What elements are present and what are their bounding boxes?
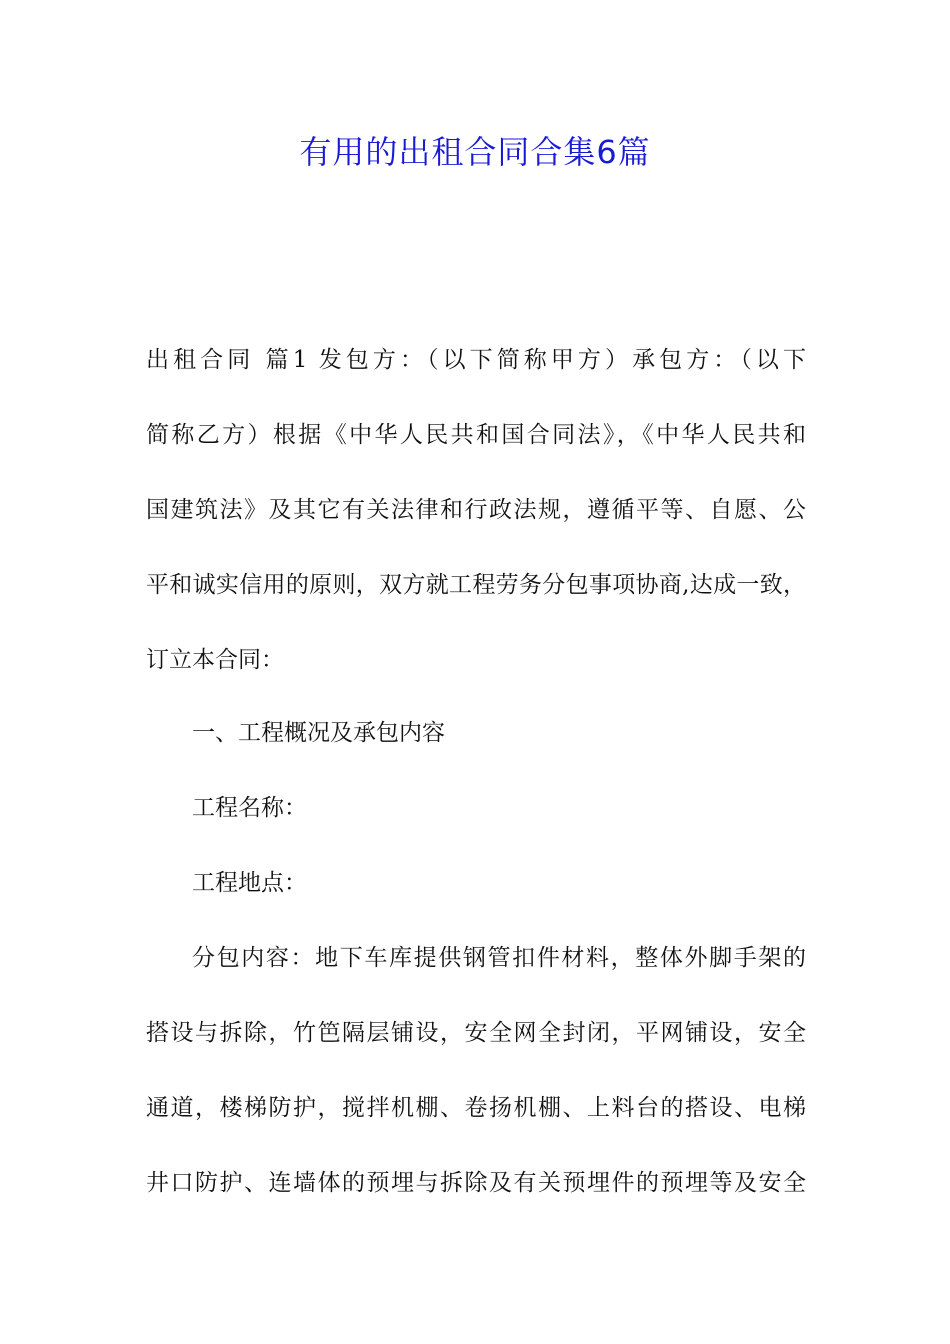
section-heading: 一、工程概况及承包内容 [192, 720, 445, 746]
project-name-line: 工程名称： [192, 795, 307, 821]
document-title: 有用的出租合同合集6篇 [299, 133, 651, 171]
body-line-10: 搭设与拆除，竹笆隔层铺设，安全网全封闭，平网铺设，安全 [146, 1020, 806, 1046]
body-line-5: 订立本合同： [146, 647, 284, 673]
body-line-3: 国建筑法》及其它有关法律和行政法规，遵循平等、自愿、公 [146, 497, 806, 523]
body-line-1: 出租合同 篇1 发包方：（以下简称甲方）承包方：（以下 [146, 347, 806, 373]
body-line-9: 分包内容：地下车库提供钢管扣件材料，整体外脚手架的 [192, 945, 806, 971]
body-line-12: 井口防护、连墙体的预埋与拆除及有关预埋件的预埋等及安全 [146, 1170, 806, 1196]
body-line-4: 平和诚实信用的原则，双方就工程劳务分包事项协商,达成一致， [146, 572, 806, 598]
body-line-11: 通道，楼梯防护，搅拌机棚、卷扬机棚、上料台的搭设、电梯 [146, 1095, 806, 1121]
body-line-2: 简称乙方）根据《中华人民共和国合同法》，《中华人民共和 [146, 422, 806, 448]
project-location-line: 工程地点： [192, 870, 307, 896]
